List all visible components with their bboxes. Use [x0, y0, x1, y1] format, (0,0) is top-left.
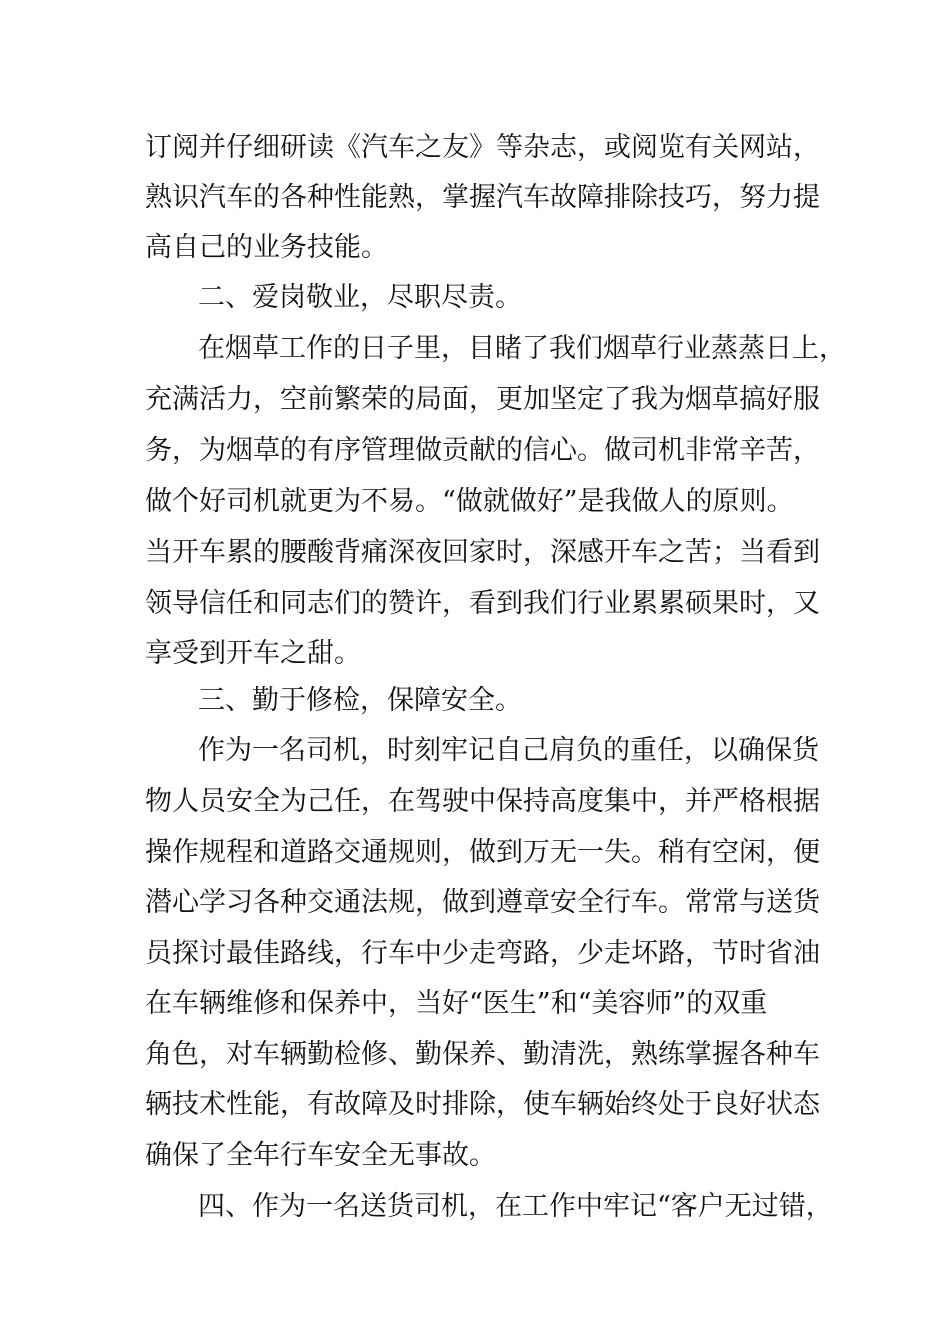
- text-line: 物人员安全为己任，在驾驶中保持高度集中，并严格根据: [145, 786, 820, 817]
- section-heading-2: 二、爱岗敬业，尽职尽责。: [198, 282, 522, 313]
- text-line: 角色，对车辆勤检修、勤保养、勤清洗，熟练掌握各种车: [145, 1039, 820, 1070]
- text-line: 员探讨最佳路线，行车中少走弯路，少走坏路，节时省油: [145, 938, 820, 969]
- text-line: 享受到开车之甜。: [145, 638, 361, 669]
- text-line: 确保了全年行车安全无事故。: [145, 1140, 496, 1171]
- text-line: 熟识汽车的各种性能熟，掌握汽车故障排除技巧，努力提: [145, 182, 820, 213]
- text-line: 订阅并仔细研读《汽车之友》等杂志，或阅览有关网站，: [145, 132, 820, 163]
- text-line: 做个好司机就更为不易。“做就做好”是我做人的原则。: [145, 486, 794, 517]
- text-line: 充满活力，空前繁荣的局面，更加坚定了我为烟草搞好服: [145, 384, 820, 415]
- text-line: 潜心学习各种交通法规，做到遵章安全行车。常常与送货: [145, 887, 820, 918]
- text-line: 务，为烟草的有序管理做贡献的信心。做司机非常辛苦，: [145, 435, 820, 466]
- text-line: 操作规程和道路交通规则，做到万无一失。稍有空闲，便: [145, 837, 820, 868]
- text-line: 当开车累的腰酸背痛深夜回家时，深感开车之苦；当看到: [145, 537, 820, 568]
- text-line: 作为一名司机，时刻牢记自己肩负的重任，以确保货: [198, 735, 819, 766]
- text-line: 高自己的业务技能。: [145, 232, 388, 263]
- section-heading-3: 三、勤于修检，保障安全。: [198, 685, 522, 716]
- text-line: 在车辆维修和保养中，当好“医生”和“美容师”的双重: [145, 988, 768, 1019]
- text-line: 在烟草工作的日子里，目睹了我们烟草行业蒸蒸日上，: [198, 333, 846, 364]
- text-line: 辆技术性能，有故障及时排除，使车辆始终处于良好状态: [145, 1089, 820, 1120]
- text-line: 领导信任和同志们的赞许，看到我们行业累累硕果时，又: [145, 588, 820, 619]
- section-heading-4: 四、作为一名送货司机，在工作中牢记“客户无过错，: [198, 1191, 833, 1222]
